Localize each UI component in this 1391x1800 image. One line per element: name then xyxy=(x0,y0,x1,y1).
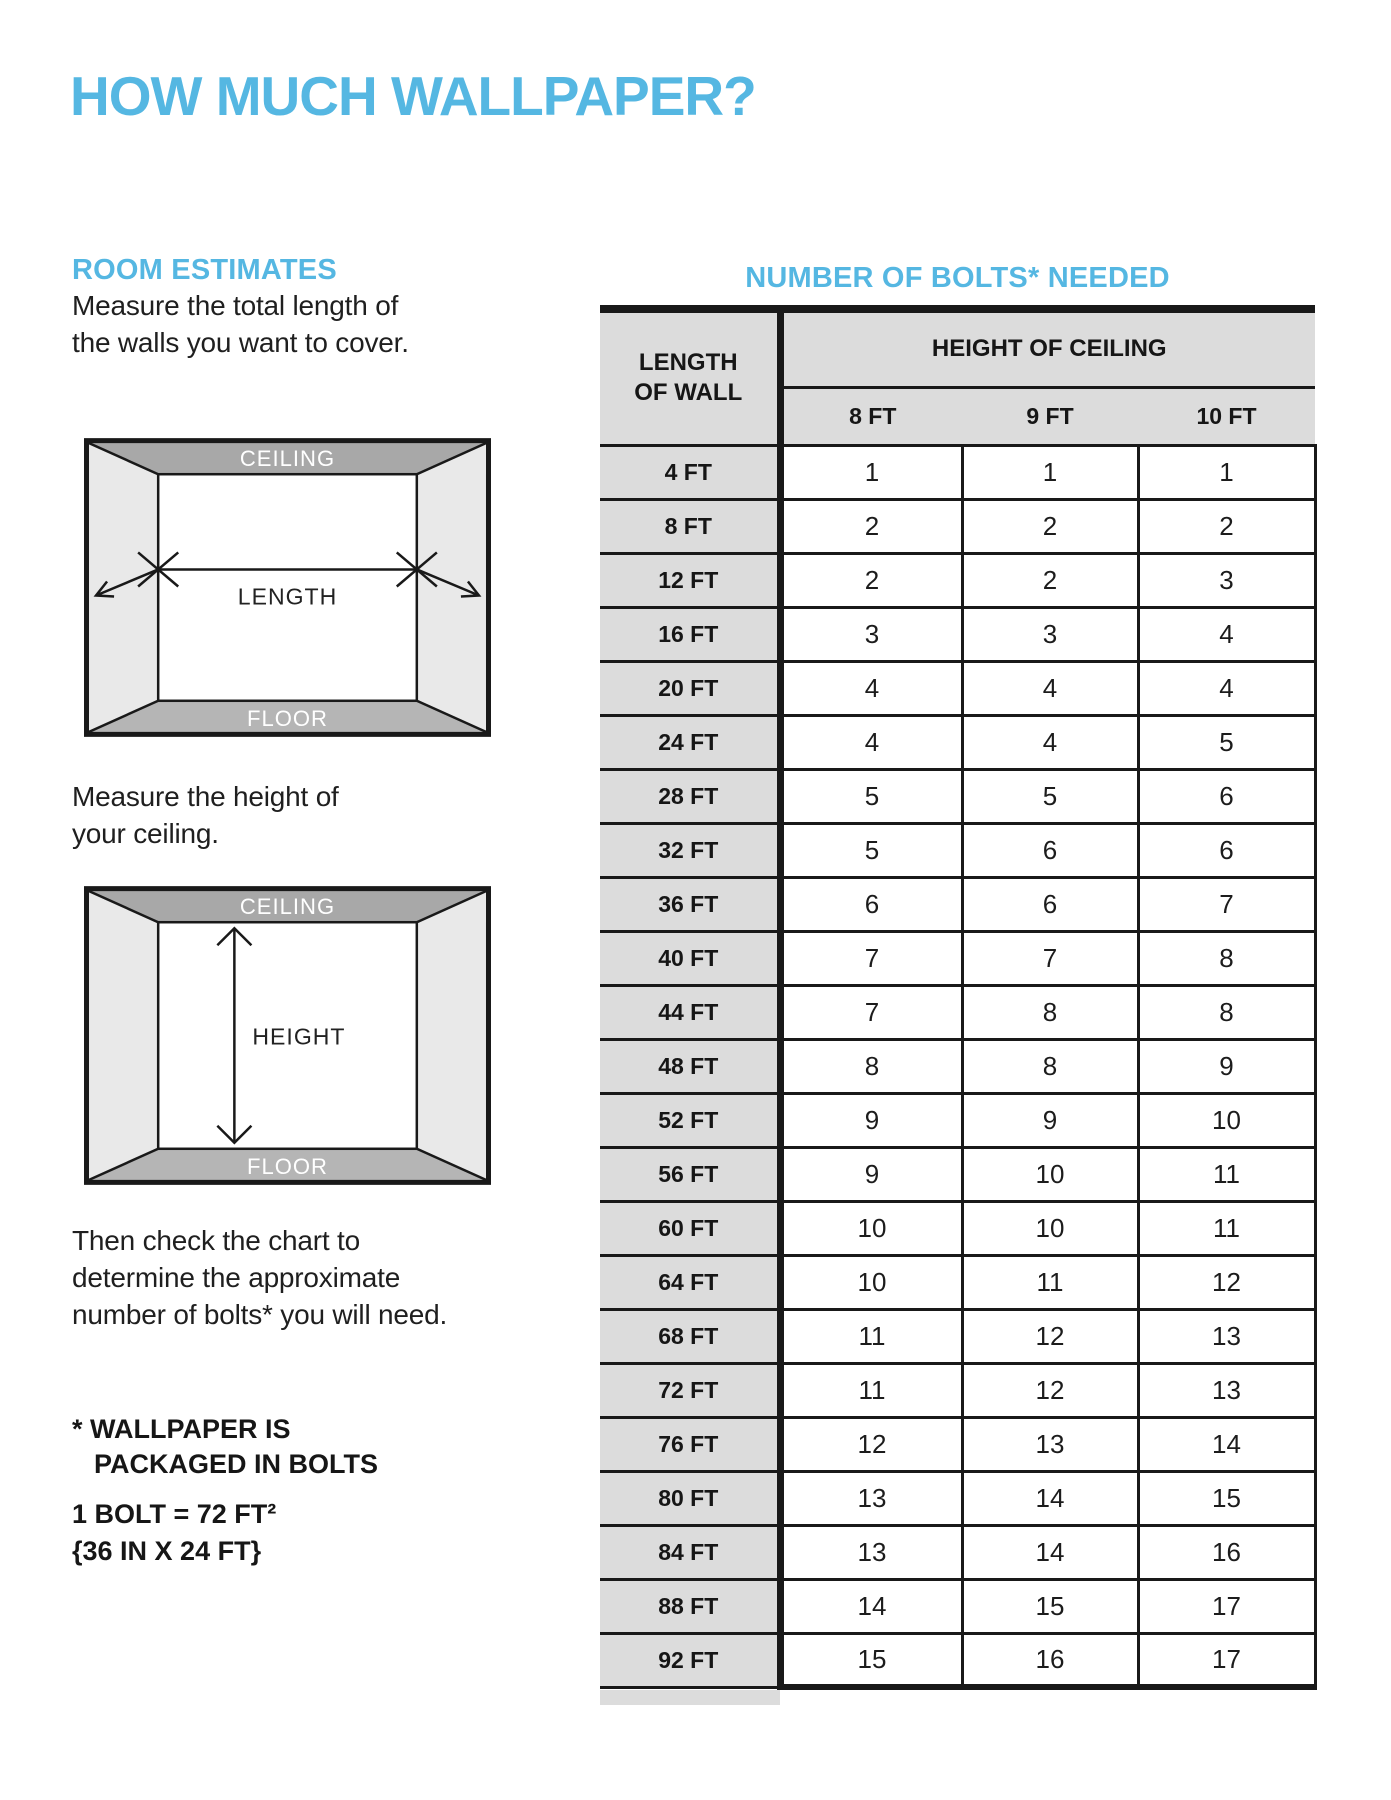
table-row xyxy=(600,931,1315,985)
bolt-count-cell: 3 xyxy=(962,607,1138,661)
bolt-count-cell: 14 xyxy=(1138,1417,1315,1471)
table-row xyxy=(600,1633,1315,1687)
bolt-count-cell: 13 xyxy=(962,1417,1138,1471)
bolt-count-cell: 15 xyxy=(962,1579,1138,1633)
table-row xyxy=(600,1471,1315,1525)
length-cell: 84 FT xyxy=(600,1525,780,1579)
page-title: HOW MUCH WALLPAPER? xyxy=(70,65,756,127)
bolt-count-cell: 2 xyxy=(1138,499,1315,553)
text-line: {36 IN X 24 FT} xyxy=(72,1536,262,1566)
table-row xyxy=(600,1039,1315,1093)
bolt-count-cell: 10 xyxy=(780,1255,962,1309)
bolt-count-cell: 2 xyxy=(780,499,962,553)
bolt-count-cell: 11 xyxy=(780,1363,962,1417)
length-cell: 16 FT xyxy=(600,607,780,661)
bolts-table xyxy=(600,305,1317,1690)
bolt-count-cell: 10 xyxy=(780,1201,962,1255)
room-length-diagram xyxy=(84,438,491,737)
ceiling-label: CEILING xyxy=(239,446,336,472)
bolt-count-cell: 10 xyxy=(962,1147,1138,1201)
bolts-table-container xyxy=(600,305,1315,1705)
bolt-count-cell: 17 xyxy=(1138,1633,1315,1687)
bolts-footnote xyxy=(72,1412,378,1482)
bolts-table-body xyxy=(600,445,1315,1687)
bolt-count-cell: 15 xyxy=(780,1633,962,1687)
length-cell: 72 FT xyxy=(600,1363,780,1417)
bolt-count-cell: 8 xyxy=(1138,931,1315,985)
bolt-count-cell: 4 xyxy=(780,715,962,769)
bolt-count-cell: 13 xyxy=(780,1525,962,1579)
bolt-count-cell: 14 xyxy=(962,1525,1138,1579)
instruction-measure-length xyxy=(72,287,409,361)
length-cell: 48 FT xyxy=(600,1039,780,1093)
bolt-count-cell: 9 xyxy=(780,1147,962,1201)
left-wall-face xyxy=(89,891,158,1180)
bolt-count-cell: 4 xyxy=(962,715,1138,769)
length-cell: 32 FT xyxy=(600,823,780,877)
text-line: Measure the height of xyxy=(72,781,339,812)
bolt-count-cell: 5 xyxy=(962,769,1138,823)
bolt-count-cell: 14 xyxy=(962,1471,1138,1525)
bolt-count-cell: 4 xyxy=(1138,607,1315,661)
length-cell: 68 FT xyxy=(600,1309,780,1363)
bolt-count-cell: 8 xyxy=(962,1039,1138,1093)
room-height-diagram xyxy=(84,886,491,1185)
bolt-count-cell: 8 xyxy=(1138,985,1315,1039)
bolt-count-cell: 2 xyxy=(962,553,1138,607)
instruction-check-chart xyxy=(72,1222,447,1333)
bolt-count-cell: 10 xyxy=(1138,1093,1315,1147)
length-cell: 64 FT xyxy=(600,1255,780,1309)
length-cell: 44 FT xyxy=(600,985,780,1039)
bolt-count-cell: 8 xyxy=(780,1039,962,1093)
bolt-count-cell: 8 xyxy=(962,985,1138,1039)
bolt-count-cell: 2 xyxy=(962,499,1138,553)
bolt-count-cell: 3 xyxy=(1138,553,1315,607)
ceiling-label: CEILING xyxy=(239,894,336,920)
table-row xyxy=(600,607,1315,661)
bolt-count-cell: 4 xyxy=(962,661,1138,715)
bolt-count-cell: 6 xyxy=(1138,823,1315,877)
bolt-count-cell: 9 xyxy=(1138,1039,1315,1093)
floor-label: FLOOR xyxy=(247,705,328,731)
bolt-count-cell: 5 xyxy=(780,769,962,823)
right-wall-face xyxy=(417,443,486,732)
text-line: 1 BOLT = 72 FT² xyxy=(72,1499,277,1529)
table-row xyxy=(600,1417,1315,1471)
length-of-wall-header xyxy=(600,309,780,445)
bolt-count-cell: 1 xyxy=(1138,445,1315,499)
bolt-count-cell: 15 xyxy=(1138,1471,1315,1525)
length-cell: 8 FT xyxy=(600,499,780,553)
table-row xyxy=(600,985,1315,1039)
length-cell: 4 FT xyxy=(600,445,780,499)
table-row xyxy=(600,1309,1315,1363)
length-cell: 36 FT xyxy=(600,877,780,931)
bolts-needed-heading: NUMBER OF BOLTS* NEEDED xyxy=(745,262,1170,294)
height-label: HEIGHT xyxy=(252,1023,346,1050)
length-cell: 60 FT xyxy=(600,1201,780,1255)
table-row xyxy=(600,499,1315,553)
bolt-count-cell: 7 xyxy=(780,985,962,1039)
bolt-count-cell: 7 xyxy=(962,931,1138,985)
length-cell: 80 FT xyxy=(600,1471,780,1525)
table-footer-strip xyxy=(600,1690,780,1705)
length-cell: 20 FT xyxy=(600,661,780,715)
column-header-9ft: 9 FT xyxy=(962,387,1138,445)
text-line: determine the approximate xyxy=(72,1262,401,1293)
bolt-count-cell: 9 xyxy=(962,1093,1138,1147)
length-cell: 52 FT xyxy=(600,1093,780,1147)
bolt-count-cell: 11 xyxy=(962,1255,1138,1309)
bolt-count-cell: 12 xyxy=(1138,1255,1315,1309)
bolt-count-cell: 4 xyxy=(780,661,962,715)
bolt-count-cell: 11 xyxy=(1138,1201,1315,1255)
bolt-count-cell: 16 xyxy=(1138,1525,1315,1579)
bolt-count-cell: 6 xyxy=(962,823,1138,877)
bolt-count-cell: 7 xyxy=(1138,877,1315,931)
bolt-count-cell: 6 xyxy=(1138,769,1315,823)
table-row xyxy=(600,1255,1315,1309)
bolt-count-cell: 12 xyxy=(780,1417,962,1471)
length-cell: 40 FT xyxy=(600,931,780,985)
table-row xyxy=(600,715,1315,769)
bolt-count-cell: 12 xyxy=(962,1309,1138,1363)
height-of-ceiling-header: HEIGHT OF CEILING xyxy=(780,309,1315,387)
text-line: PACKAGED IN BOLTS xyxy=(94,1449,379,1479)
length-cell: 56 FT xyxy=(600,1147,780,1201)
room-estimates-heading: ROOM ESTIMATES xyxy=(72,254,337,286)
bolt-count-cell: 11 xyxy=(1138,1147,1315,1201)
bolt-count-cell: 1 xyxy=(962,445,1138,499)
bolt-count-cell: 6 xyxy=(962,877,1138,931)
table-row xyxy=(600,1201,1315,1255)
length-cell: 88 FT xyxy=(600,1579,780,1633)
text-line: Measure the total length of xyxy=(72,290,399,321)
instruction-measure-height xyxy=(72,778,339,852)
table-row xyxy=(600,769,1315,823)
bolt-count-cell: 13 xyxy=(1138,1363,1315,1417)
text-line: OF WALL xyxy=(634,379,743,407)
table-row xyxy=(600,1363,1315,1417)
table-row xyxy=(600,1147,1315,1201)
length-cell: 28 FT xyxy=(600,769,780,823)
table-row xyxy=(600,1525,1315,1579)
length-cell: 24 FT xyxy=(600,715,780,769)
column-header-8ft: 8 FT xyxy=(780,387,962,445)
bolt-size-note xyxy=(72,1496,276,1570)
table-row xyxy=(600,1579,1315,1633)
text-line: number of bolts* you will need. xyxy=(72,1299,448,1330)
bolt-count-cell: 2 xyxy=(780,553,962,607)
length-cell: 76 FT xyxy=(600,1417,780,1471)
table-row xyxy=(600,445,1315,499)
bolt-count-cell: 7 xyxy=(780,931,962,985)
table-row xyxy=(600,877,1315,931)
right-wall-face xyxy=(417,891,486,1180)
text-line: Then check the chart to xyxy=(72,1225,361,1256)
bolt-count-cell: 16 xyxy=(962,1633,1138,1687)
length-cell: 12 FT xyxy=(600,553,780,607)
text-line: * WALLPAPER IS xyxy=(72,1414,291,1444)
bolt-count-cell: 12 xyxy=(962,1363,1138,1417)
bolt-count-cell: 6 xyxy=(780,877,962,931)
bolt-count-cell: 13 xyxy=(1138,1309,1315,1363)
length-label: LENGTH xyxy=(237,583,338,610)
bolt-count-cell: 17 xyxy=(1138,1579,1315,1633)
bolt-count-cell: 5 xyxy=(780,823,962,877)
bolt-count-cell: 3 xyxy=(780,607,962,661)
left-wall-face xyxy=(89,443,158,732)
table-row xyxy=(600,553,1315,607)
bolt-count-cell: 1 xyxy=(780,445,962,499)
table-row xyxy=(600,1093,1315,1147)
length-cell: 92 FT xyxy=(600,1633,780,1687)
bolt-count-cell: 10 xyxy=(962,1201,1138,1255)
bolt-count-cell: 5 xyxy=(1138,715,1315,769)
bolt-count-cell: 11 xyxy=(780,1309,962,1363)
text-line: your ceiling. xyxy=(72,818,219,849)
bolt-count-cell: 14 xyxy=(780,1579,962,1633)
bolt-count-cell: 9 xyxy=(780,1093,962,1147)
bolt-count-cell: 13 xyxy=(780,1471,962,1525)
bolt-count-cell: 4 xyxy=(1138,661,1315,715)
column-header-10ft: 10 FT xyxy=(1138,387,1315,445)
text-line: LENGTH xyxy=(638,349,738,377)
table-row xyxy=(600,823,1315,877)
text-line: the walls you want to cover. xyxy=(72,327,409,358)
table-row xyxy=(600,661,1315,715)
floor-label: FLOOR xyxy=(247,1153,328,1179)
